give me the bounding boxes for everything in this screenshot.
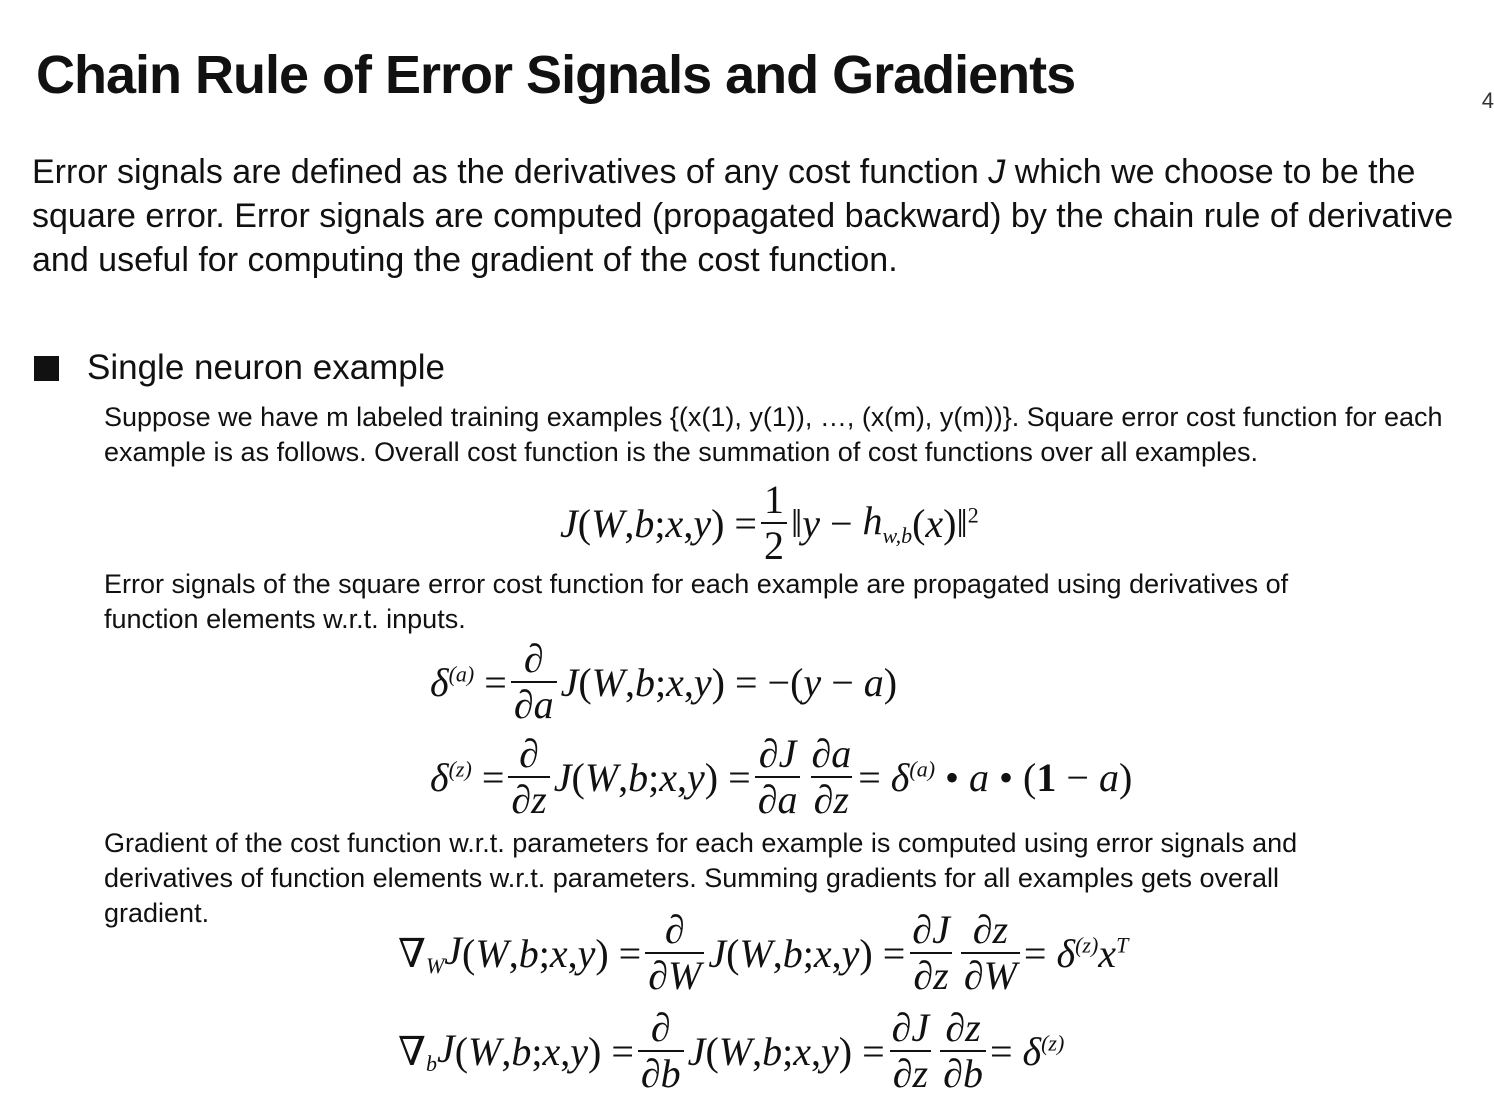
intro-text-1: Error signals are defined as the derivatives of any cost function — [32, 153, 989, 191]
paragraph-line: derivatives of function elements w.r.t. parameters. Summing gradients for all examples gets overall — [104, 863, 1280, 893]
page-number: 4 — [1481, 88, 1494, 113]
square-bullet-icon — [34, 356, 59, 381]
bullet-item — [34, 348, 445, 388]
intro-text-2: which we choose to be the square error. Error signals are computed (propagated backward) by the chain rule of derivative and useful for computing the gradient of the cost function. — [32, 153, 1454, 279]
paragraph-line: Gradient of the cost function w.r.t. parameters for each example is computed using error signals and — [104, 828, 1298, 858]
paragraph-line: gradient. — [104, 898, 210, 928]
equation-cost-function: J ( W , b ; x , y ) = $\frac{1}{2}$ ‖ y − $h_{w,b}$ ( x )‖$^2$ — [560, 477, 979, 568]
slide-title: Chain Rule of Error Signals and Gradients — [36, 45, 1076, 105]
equation-delta-z: $\delta^{(z)}$ = $\frac{\partial}{\partial z}$ J ( W , b ; x , y ) = $\frac{\partial J}{\partial a}$ $\frac{\partial a}{\partial z}$ = $\delta^{(a)}$ • a • (1 − a ) — [430, 731, 1133, 822]
intro-paragraph — [32, 150, 1482, 282]
equation-delta-a: $\delta^{(a)}$ = $\frac{\partial}{\partial a}$ J ( W , b ; x , y ) = −( y − a ) — [430, 636, 898, 727]
paragraph-line: Error signals of the square error cost function for each example are propagated using derivatives of — [104, 569, 1289, 599]
paragraph-line: function elements w.r.t. inputs. — [104, 604, 466, 634]
paragraph-training-examples — [104, 400, 1489, 470]
paragraph-line: example is as follows. Overall cost function is the summation of cost functions over all examples. — [104, 437, 1258, 467]
equation-gradient-b: ∇ $_b$J ( W , b ; x , y ) = $\frac{\partial}{\partial b}$ J ( W , b ; x , y ) = $\frac{\partial J}{\partial z}$ $\frac{\partial z}{\partial b}$ = $\delta^{(z)}$ — [398, 1005, 1065, 1096]
bullet-label: Single neuron example — [87, 348, 446, 387]
equation-gradient-w: ∇ $_W$J ( W , b ; x , y ) = $\frac{\partial}{\partial W}$ J ( W , b ; x , y ) = $\frac{\partial J}{\partial z}$ $\frac{\partial z}{\partial W}$ = $\delta^{(z)}x^T$ — [398, 907, 1129, 998]
paragraph-error-signals — [104, 567, 1489, 637]
intro-var-j: J — [988, 153, 1006, 191]
paragraph-line: Suppose we have m labeled training examples {(x(1), y(1)), …, (x(m), y(m))}. Square error cost function for each — [104, 402, 1443, 432]
